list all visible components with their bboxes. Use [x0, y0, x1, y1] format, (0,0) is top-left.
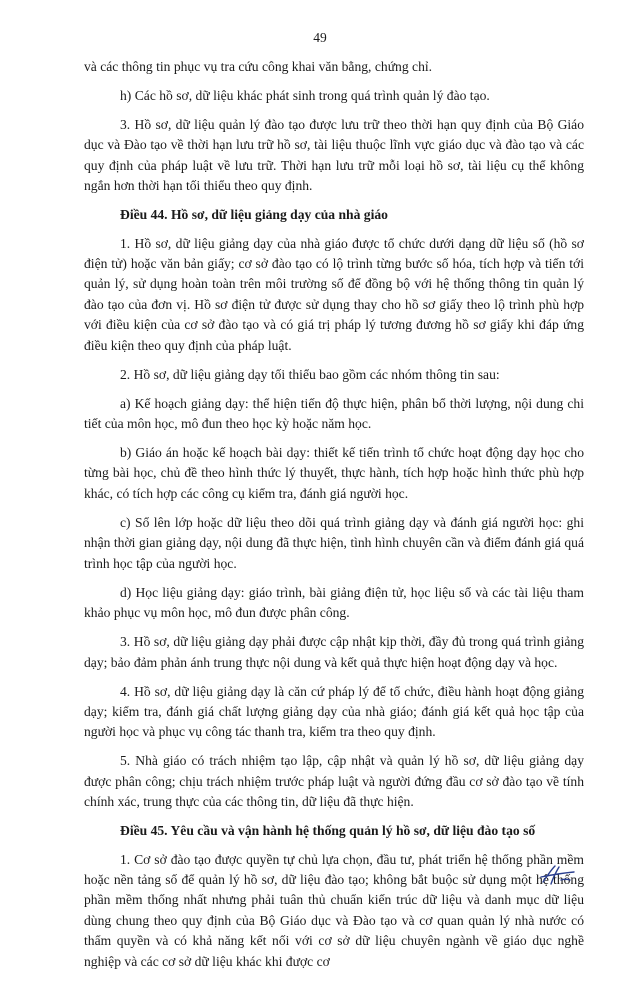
- article-heading: Điều 45. Yêu cầu và vận hành hệ thống quản lý hồ sơ, dữ liệu đào tạo số: [120, 823, 536, 839]
- paragraph: b) Giáo án hoặc kế hoạch bài dạy: thiết kế tiến trình tổ chức hoạt động dạy học cho từng bài học, chủ đề theo hình thức lý thuyết, thực hành, tích hợp hoặc hình thức phù hợp khác, có tích hợp các công cụ kiểm tra, đánh giá người học.: [84, 445, 584, 501]
- paragraph: 2. Hồ sơ, dữ liệu giảng dạy tối thiểu bao gồm các nhóm thông tin sau:: [120, 366, 500, 382]
- paragraph: d) Học liệu giảng dạy: giáo trình, bài giảng điện tử, học liệu số và các tài liệu tham khảo phục vụ môn học, mô đun được phân công.: [84, 584, 584, 621]
- paragraph: 5. Nhà giáo có trách nhiệm tạo lập, cập nhật và quản lý hồ sơ, dữ liệu giảng dạy được phân công; chịu trách nhiệm trước pháp luật và người đứng đầu cơ sở đào tạo về tính chính xác, trung thực của các thông tin, dữ liệu đã thực hiện.: [84, 753, 584, 810]
- paragraph: c) Sổ lên lớp hoặc dữ liệu theo dõi quá trình giảng dạy và đánh giá người học: ghi nhận thời gian giảng dạy, nội dung đã thực hiện, tình hình chuyên cần và điểm đánh giá quá trình học tập của người học.: [84, 514, 584, 571]
- paragraph: 1. Hồ sơ, dữ liệu giảng dạy của nhà giáo được tổ chức dưới dạng dữ liệu số (hồ sơ điện tử) hoặc văn bản giấy; cơ sở đào tạo có lộ trình từng bước số hóa, tích hợp và tiến tới quản lý, sử dụng hoàn toàn trên môi trường số để đồng bộ với hệ thống thông tin quản lý đào tạo của đơn vị. Hồ sơ điện tử được sử dụng thay cho hồ sơ giấy theo lộ trình phù hợp với điều kiện của cơ sở đào tạo và có giá trị pháp lý tương đương hồ sơ giấy khi đáp ứng điều kiện theo quy định của pháp luật.: [84, 235, 584, 353]
- article-heading: Điều 44. Hồ sơ, dữ liệu giảng dạy của nhà giáo: [120, 207, 388, 223]
- signature-mark: [537, 862, 577, 890]
- page-number: 49: [313, 30, 327, 45]
- document-body: [84, 57, 584, 981]
- paragraph: 3. Hồ sơ, dữ liệu quản lý đào tạo được lưu trữ theo thời hạn quy định của Bộ Giáo dục và Đào tạo về thời hạn lưu trữ hồ sơ, tài liệu thuộc lĩnh vực giáo dục và đào tạo và các quy định của pháp luật về lưu trữ. Thời hạn lưu trữ mỗi loại hồ sơ, tài liệu cụ thể không ngắn hơn thời hạn tối thiểu theo quy định.: [84, 117, 584, 194]
- paragraph: 3. Hồ sơ, dữ liệu giảng dạy phải được cập nhật kịp thời, đầy đủ trong quá trình giảng dạy; bảo đảm phản ánh trung thực nội dung và kết quả thực hiện hoạt động dạy và học.: [84, 634, 584, 670]
- paragraph: a) Kế hoạch giảng dạy: thể hiện tiến độ thực hiện, phân bổ thời lượng, nội dung chi tiết của môn học, mô đun theo học kỳ hoặc năm học.: [84, 395, 584, 432]
- paragraph: h) Các hồ sơ, dữ liệu khác phát sinh trong quá trình quản lý đào tạo.: [120, 88, 490, 103]
- paragraph: và các thông tin phục vụ tra cứu công khai văn bằng, chứng chỉ.: [84, 59, 433, 74]
- paragraph: 1. Cơ sở đào tạo được quyền tự chủ lựa chọn, đầu tư, phát triển hệ thống phần mềm hoặc nền tảng số để quản lý hồ sơ, dữ liệu đào tạo; không bắt buộc sử dụng một hệ thống phần mềm thống nhất nhưng phải tuân thủ chuẩn kiến trúc dữ liệu và danh mục dữ liệu dùng chung theo quy định của Bộ Giáo dục và Đào tạo và cơ quan quản lý nhà nước có thẩm quyền và có khả năng kết nối với cơ sở dữ liệu chuyên ngành về giáo dục nghề nghiệp và các cơ sở dữ liệu khác khi được cơ: [84, 851, 584, 969]
- paragraph: 4. Hồ sơ, dữ liệu giảng dạy là căn cứ pháp lý để tổ chức, điều hành hoạt động giảng dạy; kiểm tra, đánh giá chất lượng giảng dạy của nhà giáo; đánh giá kết quả học tập của người học và phục vụ công tác thanh tra, kiểm tra theo quy định.: [84, 683, 584, 740]
